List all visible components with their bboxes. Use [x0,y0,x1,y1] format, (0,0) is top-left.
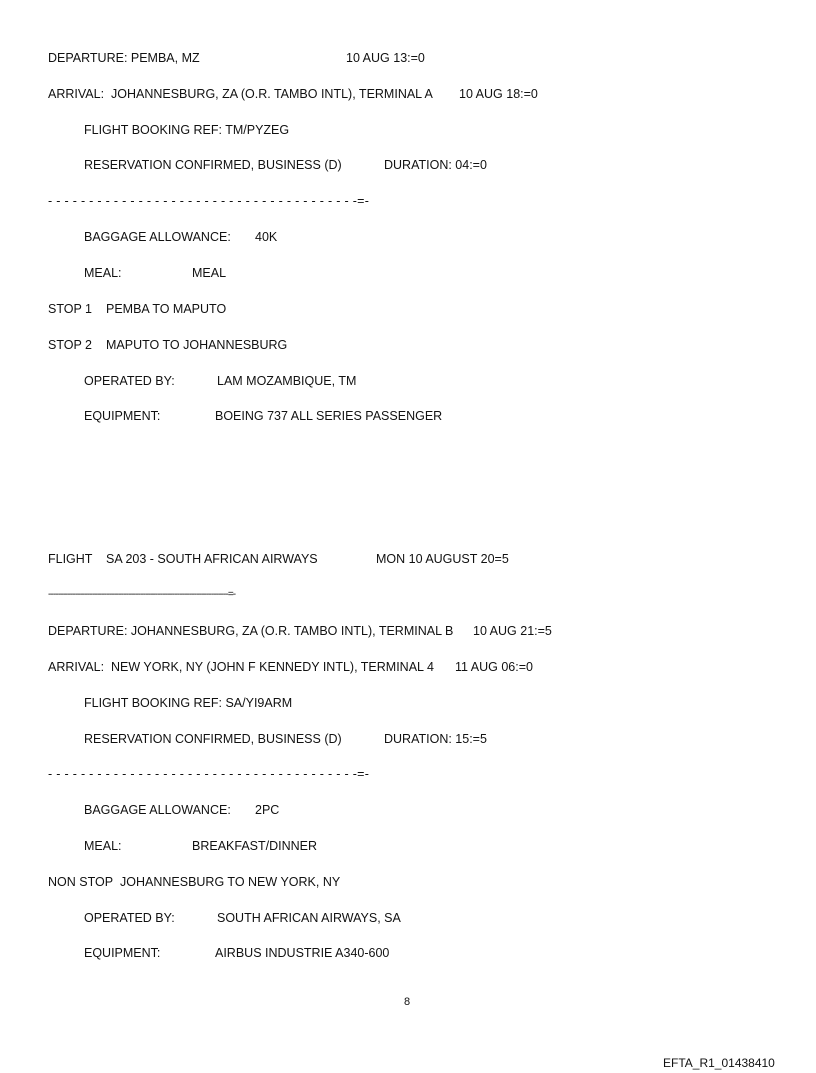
arrival-time: 11 AUG 06:=0 [455,660,533,674]
equipment-value: AIRBUS INDUSTRIE A340-600 [215,946,390,960]
departure-label: DEPARTURE: JOHANNESBURG, ZA (O.R. TAMBO INTL), TERMINAL B [48,624,454,638]
arrival-time: 10 AUG 18:=0 [459,87,538,101]
arrival-label: ARRIVAL: NEW YORK, NY (JOHN F KENNEDY INTL), TERMINAL 4 [48,660,434,674]
flight-date: MON 10 AUGUST 20=5 [376,552,509,566]
stop-2-value: MAPUTO TO JOHANNESBURG [106,338,288,352]
booking-ref: FLIGHT BOOKING REF: SA/YI9ARM [84,696,293,710]
booking-ref: FLIGHT BOOKING REF: TM/PYZEG [84,123,290,137]
flight-label: FLIGHT [48,552,93,566]
meal-label: MEAL: [84,266,122,280]
stop-1-value: PEMBA TO MAPUTO [106,302,227,316]
page-number: 8 [404,996,411,1008]
baggage-value: 2PC [255,803,280,817]
bates-number: EFTA_R1_01438410 [663,1056,775,1070]
reservation-status: RESERVATION CONFIRMED, BUSINESS (D) [84,158,342,172]
baggage-label: BAGGAGE ALLOWANCE: [84,803,231,817]
stop-1-label: STOP 1 [48,302,93,316]
duration: DURATION: 15:=5 [384,732,487,746]
equipment-label: EQUIPMENT: [84,946,161,960]
departure-time: 10 AUG 21:=5 [473,624,552,638]
departure-time: 10 AUG 13:=0 [346,51,425,65]
duration: DURATION: 04:=0 [384,158,487,172]
separator-line: - - - - - - - - - - - - - - - - - - - - - - - - - - - - - - - - - - - - - -=- [48,767,370,781]
stop-2-label: STOP 2 [48,338,93,352]
top-separator-line: --------------------------------------------------------------------------=- [48,589,236,600]
operated-by-value: LAM MOZAMBIQUE, TM [217,374,357,388]
arrival-label: ARRIVAL: JOHANNESBURG, ZA (O.R. TAMBO INTL), TERMINAL A [48,87,433,101]
operated-by-label: OPERATED BY: [84,374,175,388]
departure-label: DEPARTURE: PEMBA, MZ [48,51,200,65]
operated-by-value: SOUTH AFRICAN AIRWAYS, SA [217,911,401,925]
flight-value: SA 203 - SOUTH AFRICAN AIRWAYS [106,552,318,566]
equipment-value: BOEING 737 ALL SERIES PASSENGER [215,409,443,423]
baggage-value: 40K [255,230,278,244]
meal-label: MEAL: [84,839,122,853]
non-stop-label: NON STOP [48,875,114,889]
baggage-label: BAGGAGE ALLOWANCE: [84,230,231,244]
meal-value: MEAL [192,266,227,280]
equipment-label: EQUIPMENT: [84,409,161,423]
meal-value: BREAKFAST/DINNER [192,839,318,853]
operated-by-label: OPERATED BY: [84,911,175,925]
separator-line: - - - - - - - - - - - - - - - - - - - - - - - - - - - - - - - - - - - - - -=- [48,194,370,208]
reservation-status: RESERVATION CONFIRMED, BUSINESS (D) [84,732,342,746]
non-stop-value: JOHANNESBURG TO NEW YORK, NY [120,875,341,889]
